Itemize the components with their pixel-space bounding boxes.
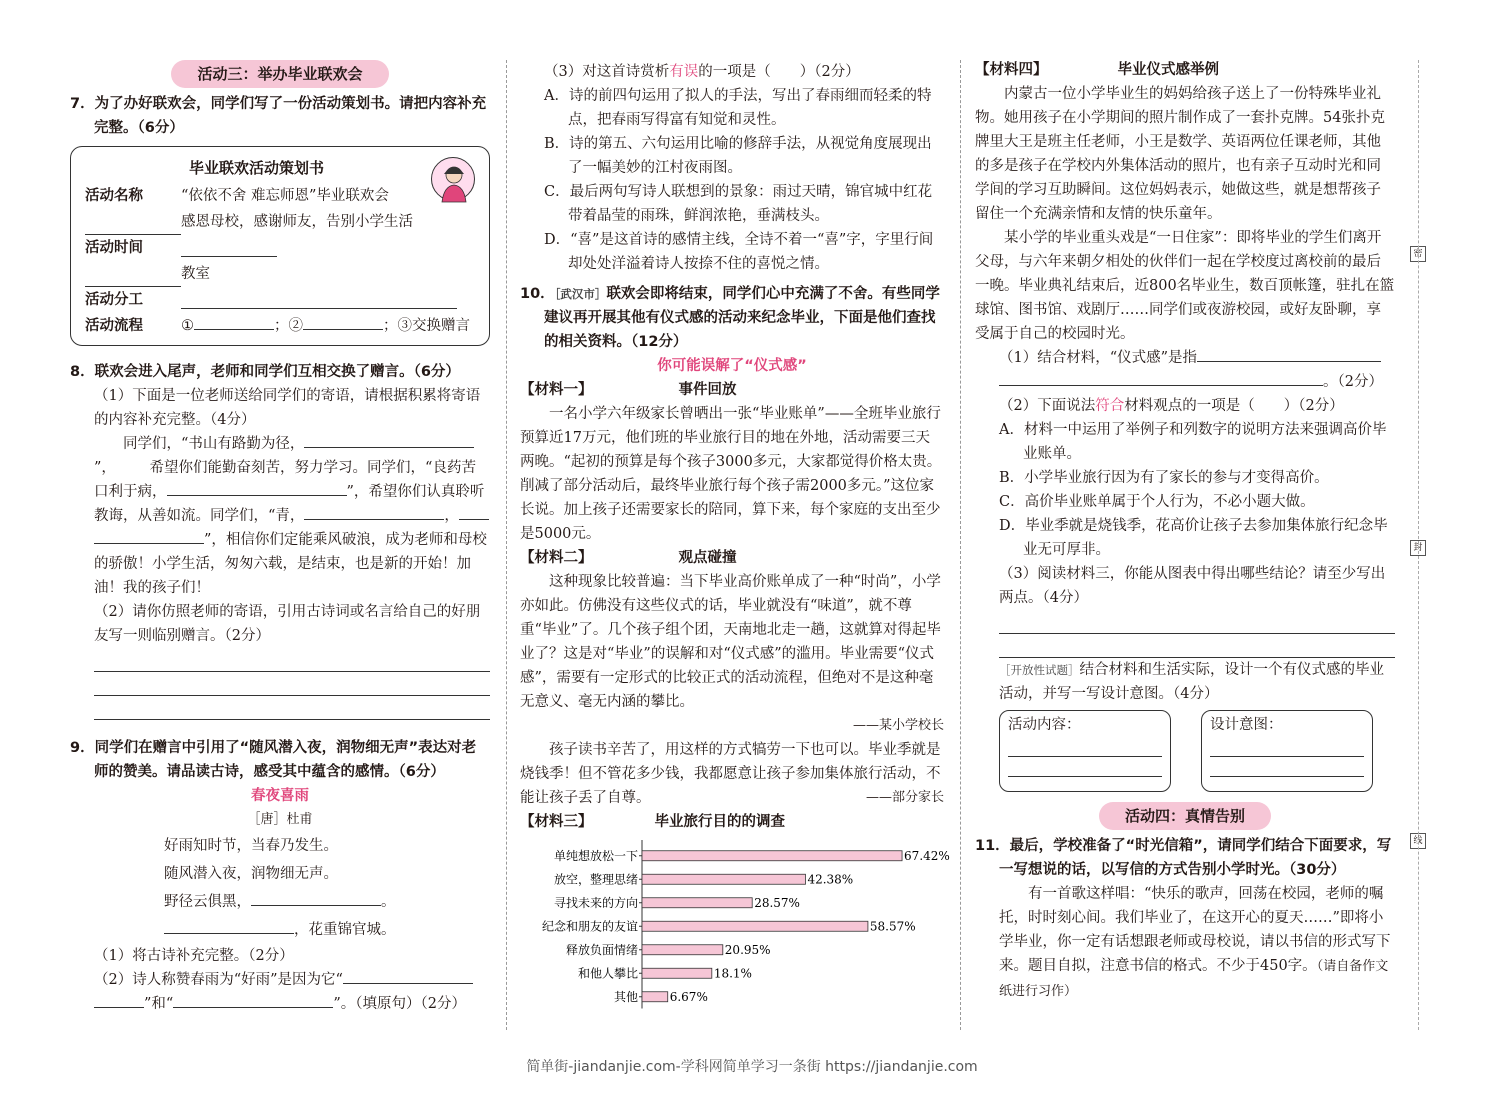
plan-name-value: “依依不舍 难忘师恩”毕业联欢会 — [181, 188, 389, 204]
material-1-header: 【材料一】 事件回放 — [520, 382, 737, 398]
chart-category-label: 和他人攀比 — [577, 966, 638, 981]
chart-category-label: 单纯想放松一下 — [553, 848, 638, 863]
question-9-1: （1）将古诗补充完整。（2分） — [94, 948, 294, 964]
s2-option-a[interactable]: A．材料一中运用了举例子和列数字的说明方法来强调高价毕业账单。 — [999, 422, 1387, 462]
activity-three-banner: 活动三：举办毕业联欢会 — [171, 60, 388, 88]
question-8-1: （1）下面是一位老师送给同学们的寄语，请根据积累将寄语的内容补充完整。（4分） — [94, 388, 481, 428]
chart-value-label: 67.42% — [904, 848, 950, 863]
question-9-3: （3）对这首诗赏析 — [544, 64, 670, 80]
s1-blank-2[interactable] — [999, 370, 1323, 386]
flow-blank-2[interactable] — [303, 314, 383, 330]
flow-step-1: ① — [181, 318, 194, 334]
question-8: 8．联欢会进入尾声，老师和同学们互相交换了赠言。（6分） — [70, 364, 460, 380]
material-4-header: 【材料四】 毕业仪式感举例 — [975, 62, 1219, 78]
column-middle: （3）对这首诗赏析有误的一项是（ ）（2分） A．诗的前四句运用了拟人的手法，写出了春雨细而轻柔的特点，把春雨写得富有知觉和灵性。 B．诗的第五、六句运用比喻的修辞手法，从视觉角度展现出了一幅美妙的江村夜雨图。 C．最后两句写诗人联想到的景象：雨过天晴，锦官城中红花带着晶莹的雨珠，鲜润浓艳，垂满枝头。 D．“喜”是这首诗的感情主线，全诗不着一“喜”字，字里行间却处处洋溢着诗人按捺不住的喜悦之情。 10．［武汉市］联欢会即将结束，同学们心中充满了不舍。有些同学建议再开展其他有仪式感的活动来纪念毕业，下面是他们查找的相关资料。（12分） 你可能误解了“仪式感” 【材料一】 事件回放 一名小学六年级家长曾晒出一张“毕业账单”——全班毕业旅行预算近17万元，他们班的毕业旅行目的地在外地，活动需要三天两晚。“起初的预算是每个孩子3000多元，大家都觉得价格太贵。削减了部分活动后，最终毕业旅行每个孩子需2000多元。”这位家长说。加上孩子还需要家长的陪同，算下来，每个家庭的支出至少是5000元。 【材料二】 观点碰撞 这种现象比较普遍：当下毕业高价账单成了一种“时尚”，小学亦如此。仿佛没有这些仪式的话，毕业就没有“味道”，就不尊重“毕业”了。几个孩子组个团，天南地北走一趟，这就算对得起毕业了？这是对“毕业”的误解和对“仪式感”的滥用。毕业需要“仪式感”，需要有一定形式的比较正式的活动流程，但绝对不是这种毫无意义、毫无内涵的攀比。 ——某小学校长 孩子读书辛苦了，用这样的方式犒劳一下也可以。毕业季就是烧钱季！但不管花多少钱，我都愿意让孩子参加集体旅行活动，不能让孩子丢了自尊。 ——部分家长 【材料三】 毕业旅行目的的调查 单纯想放松一下 67.42% 放空，整理思绪 42.38% 寻找未来的方向 28.57% 纪念和朋友的友谊 58.57% 释放负面情绪 20.95% 和他人攀比 18.1% 其他 6.67% — [520, 60, 944, 1016]
material-2-text: 这种现象比较普遍：当下毕业高价账单成了一种“时尚”，小学亦如此。仿佛没有这些仪式的话，毕业就没有“味道”，就不尊重“毕业”了。几个孩子组个团，天南地北走一趟，这就算对得起毕业了？这是对“毕业”的误解和对“仪式感”的滥用。毕业需要“仪式感”，需要有一定形式的比较正式的活动流程，但绝对不是这种毫无意义、毫无内涵的攀比。 — [520, 574, 941, 710]
chart-category-label: 纪念和朋友的友谊 — [541, 919, 638, 934]
flow-step-2: ；② — [274, 318, 303, 334]
s2-option-c[interactable]: C．高价毕业账单属于个人行为，不必小题大做。 — [999, 494, 1315, 510]
column-left: 活动三：举办毕业联欢会 7．为了办好联欢会，同学们写了一份活动策划书。请把内容补充完整。（6分） 毕业联欢活动策划书 活动名称 “依依不舍 难忘师恩”毕业联欢会 感恩母校，感谢师友，告别小学生活 活动时间 教室 活动分工 活动流程 ① ；② ；③交换赠言 8．联欢会进入尾声，老师和同学们互相交换了赠言。（6分） （1）下面是一位老师送给同学们的寄语，请根据积累将寄语的内容补充完整。（4分） 同学们，“书山有路勤为径，”， 希望你们能勤奋刻苦，努力学习。同学们，“良药苦口利于病， ”，希望你们认真聆听教诲，从善如流。同学们，“青， ，”，相信你们定能乘风破浪，成为老师和母校的骄傲！小学生活，匆匆六载，是结束，也是新的开始！加油！我的孩子们！ （2）请你仿照老师的寄语，引用古诗词或名言给自己的好朋友写一则临别赠言。（2分） 9．同学们在赠言中引用了“随风潜入夜，润物细无声”表达对老师的赞美。请品读古诗，感受其中蕴含的感情。（6分） 春夜喜雨 ［唐］杜甫 好雨知时节，当春乃发生。 随风潜入夜，润物细无声。 野径云俱黑， 。 ，花重锦官城。 （1）将古诗补充完整。（2分） （2）诗人称赞春雨为“好雨”是因为它“”和“ ”。（填原句）（2分） — [70, 60, 490, 1016]
plan-title: 毕业联欢活动策划书 — [189, 159, 325, 177]
plan-time-blank[interactable] — [181, 241, 277, 257]
column-divider — [506, 60, 507, 1030]
seal-mark: 封 — [1410, 540, 1426, 556]
option-b[interactable]: B．诗的第五、六句运用比喻的修辞手法，从视觉角度展现出了一幅美妙的江村夜雨图。 — [544, 136, 932, 176]
poem-author: ［唐］杜甫 — [247, 812, 313, 827]
material-2-source-2: ——部分家长 — [865, 790, 944, 805]
chart-bar — [642, 945, 723, 955]
column-right: 【材料四】 毕业仪式感举例 内蒙古一位小学毕业生的妈妈给孩子送上了一份特殊毕业礼物。她用孩子在小学期间的照片制作成了一套扑克牌。54张扑克牌里大王是班主任老师，小王是数学、英语两位任课老师，其他的多是孩子在学校内外集体活动的照片，也有亲子互动时光和同学间的学习互助瞬间。这位妈妈表示，她做这些，就是想帮孩子留住一个充满亲情和友情的快乐童年。 某小学的毕业重头戏是“一日住家”：即将毕业的学生们离开父母，与六年来朝夕相处的伙伴们一起在学校度过离校前的最后一晚。毕业典礼结束后，近800名毕业生，数百顶帐篷，驻扎在篮球馆、图书馆、戏剧厅……同学们或夜游校园，或好友卧聊，享受属于自己的校园时光。 （1）结合材料，“仪式感”是指 。（2分） （2）下面说法符合材料观点的一项是（ ）（2分） A．材料一中运用了举例子和列数字的说明方法来强调高价毕业账单。 B．小学毕业旅行因为有了家长的参与才变得高价。 C．高价毕业账单属于个人行为，不必小题大做。 D．毕业季就是烧钱季，花高价让孩子去参加集体旅行纪念毕业无可厚非。 （3）阅读材料三，你能从图表中得出哪些结论？请至少写出两点。（4分） ［开放性试题］结合材料和生活实际，设计一个有仪式感的毕业活动，并写一写设计意图。（4分） 活动内容： 设计意图： 活动四：真情告别 11．最后，学校准备了“时光信箱”，请同学们结合下面要求，写一写想说的话，以写信的方式告别小学时光。（30分） 有一首歌这样唱：“快乐的歌声，回荡在校园，老师的嘱托，时时刻心间。我们毕业了，在这开心的夏天……”即将小学毕业，你一定有话想跟老师或母校说，请以书信的形式写下来。题目自拟，注意书信的格式。不少于450字。（请自备作文纸进行习作） — [975, 60, 1395, 1004]
activity-content-box[interactable]: 活动内容： — [999, 710, 1171, 792]
question-9-2: （2）诗人称赞春雨为“好雨”是因为它“ — [94, 972, 343, 988]
plan-division-blank[interactable] — [181, 293, 457, 309]
plan-division-label: 活动分工 — [85, 292, 143, 308]
poem-body: 好雨知时节，当春乃发生。 随风潜入夜，润物细无声。 野径云俱黑， 。 ，花重锦官城。 — [70, 832, 490, 944]
material-4-text-2: 某小学的毕业重头戏是“一日住家”：即将毕业的学生们离开父母，与六年来朝夕相处的伙伴们一起在学校度过离校前的最后一晚。毕业典礼结束后，近800名毕业生，数百顶帐篷，驻扎在篮球馆、图书馆、戏剧厅……同学们或夜游校园，或好友卧聊，享受属于自己的校园时光。 — [975, 230, 1395, 342]
poem-line-2: 随风潜入夜，润物细无声。 — [164, 866, 338, 882]
question-11: 11．最后，学校准备了“时光信箱”，请同学们结合下面要求，写一写想说的话，以写信的方式告别小学时光。（30分） — [975, 838, 1392, 878]
material-2-header: 【材料二】 观点碰撞 — [520, 550, 737, 566]
question-8-2: （2）请你仿照老师的寄语，引用古诗词或名言给自己的好朋友写一则临别赠言。（2分） — [94, 604, 481, 644]
chart-bar — [642, 992, 668, 1002]
poem-blank-1[interactable] — [251, 890, 381, 906]
question-10: 10．［武汉市］联欢会即将结束，同学们心中充满了不舍。有些同学建议再开展其他有仪式感的活动来纪念毕业，下面是他们查找的相关资料。（12分） — [520, 286, 940, 350]
plan-place: 教室 — [181, 266, 210, 282]
column-divider — [960, 60, 961, 1030]
plan-time-label: 活动时间 — [85, 240, 143, 256]
materials-title: 你可能误解了“仪式感” — [657, 358, 807, 374]
chart-value-label: 28.57% — [754, 895, 800, 910]
sub-question-2: （2）下面说法 — [999, 398, 1096, 414]
q8-answer-lines[interactable] — [70, 648, 490, 720]
plan-name-label: 活动名称 — [85, 188, 143, 204]
s2-option-d[interactable]: D．毕业季就是烧钱季，花高价让孩子去参加集体旅行纪念毕业无可厚非。 — [999, 518, 1388, 558]
chart-value-label: 42.38% — [807, 872, 854, 887]
material-2-source-1: ——某小学校长 — [852, 718, 944, 733]
seal-mark: 线 — [1410, 833, 1426, 849]
poem-blank-2[interactable] — [164, 918, 294, 934]
page-footer: 简单街-jiandanjie.com-学科网简单学习一条街 https://jiandanjie.com — [526, 1059, 978, 1075]
poem-line-4: ，花重锦官城。 — [294, 922, 396, 938]
question-11-note: （请自备作文纸进行习作） — [999, 959, 1389, 999]
q9-blank-1[interactable] — [343, 968, 473, 984]
sub-question-4: 结合材料和生活实际，设计一个有仪式感的毕业活动，并写一写设计意图。（4分） — [999, 662, 1384, 702]
s1-blank-1[interactable] — [1197, 346, 1381, 362]
teacher-avatar-icon — [431, 157, 475, 201]
flow-blank-1[interactable] — [194, 314, 274, 330]
activity-plan-card — [70, 146, 490, 346]
question-7: 7．为了办好联欢会，同学们写了一份活动策划书。请把内容补充完整。（6分） — [70, 96, 487, 136]
chart-value-label: 20.95% — [724, 942, 771, 957]
chart-bar — [642, 851, 902, 861]
poem-line-1: 好雨知时节，当春乃发生。 — [164, 838, 338, 854]
material-1-text: 一名小学六年级家长曾晒出一张“毕业账单”——全班毕业旅行预算近17万元，他们班的毕业旅行目的地在外地，活动需要三天两晚。“起初的预算是每个孩子3000多元，大家都觉得价格太贵。削减了部分活动后，最终毕业旅行每个孩子需2000多元。”这位家长说。加上孩子还需要家长的陪同，算下来，每个家庭的支出至少是5000元。 — [520, 406, 942, 542]
seal-mark: 密 — [1410, 246, 1426, 262]
question-11-text: 有一首歌这样唱：“快乐的歌声，回荡在校园，老师的嘱托，时时刻心间。我们毕业了，在这开心的夏天……”即将小学毕业，你一定有话想跟老师或母校说，请以书信的形式写下来。题目自拟，注意书信的格式。不少于450字。（请自备作文纸进行习作） — [999, 886, 1391, 999]
design-intent-box[interactable]: 设计意图： — [1201, 710, 1373, 792]
plan-flow-label: 活动流程 — [85, 318, 143, 334]
survey-bar-chart — [520, 840, 950, 1008]
activity-four-banner: 活动四：真情告别 — [1099, 802, 1271, 830]
s3-answer-lines[interactable] — [975, 610, 1395, 658]
option-d[interactable]: D．“喜”是这首诗的感情主线，全诗不着一“喜”字，字里行间却处处洋溢着诗人按捺不住的喜悦之情。 — [544, 232, 934, 272]
chart-bar — [642, 968, 712, 978]
option-a[interactable]: A．诗的前四句运用了拟人的手法，写出了春雨细而轻柔的特点，把春雨写得富有知觉和灵性。 — [544, 88, 932, 128]
chart-value-label: 58.57% — [869, 919, 916, 934]
chart-value-label: 6.67% — [669, 989, 708, 1004]
question-8-passage: 同学们，“书山有路勤为径，”， 希望你们能勤奋刻苦，努力学习。同学们，“良药苦口利于病， ”，希望你们认真聆听教诲，从善如流。同学们，“青， ，”，相信你们定能乘风破浪，成为老师和母校的骄傲！小学生活，匆匆六载，是结束，也是新的开始！加油！我的孩子们！ — [70, 432, 490, 600]
q8-blank-2[interactable] — [167, 480, 347, 496]
q8-blank-4[interactable] — [94, 528, 204, 544]
chart-category-label: 释放负面情绪 — [565, 942, 638, 957]
material-2-text-2: 孩子读书辛苦了，用这样的方式犒劳一下也可以。毕业季就是烧钱季！但不管花多少钱，我都愿意让孩子参加集体旅行活动，不能让孩子丢了自尊。 — [520, 742, 941, 806]
option-c[interactable]: C．最后两句写诗人联想到的景象：雨过天晴，锦官城中红花带着晶莹的雨珠，鲜润浓艳，垂满枝头。 — [544, 184, 933, 224]
question-9: 9．同学们在赠言中引用了“随风潜入夜，润物细无声”表达对老师的赞美。请品读古诗，感受其中蕴含的感情。（6分） — [70, 740, 477, 780]
poem-title: 春夜喜雨 — [251, 788, 309, 804]
flow-step-3: ；③交换赠言 — [383, 318, 470, 334]
chart-bar — [642, 898, 752, 908]
region-tag: ［武汉市］ — [554, 287, 607, 301]
q8-blank-1[interactable] — [304, 432, 474, 448]
material-3-header: 【材料三】 毕业旅行目的的调查 — [520, 814, 785, 830]
sub-question-1: （1）结合材料，“仪式感”是指 — [999, 350, 1198, 366]
survey-chart — [520, 840, 950, 1016]
design-boxes — [975, 710, 1395, 792]
chart-category-label: 放空，整理思绪 — [553, 872, 638, 887]
chart-value-label: 18.1% — [713, 966, 752, 981]
q8-blank-3[interactable] — [304, 504, 444, 520]
seal-line — [1418, 60, 1419, 1030]
open-question-tag: ［开放性试题］ — [999, 663, 1080, 677]
q9-blank-2[interactable] — [173, 992, 333, 1008]
sub-question-3: （3）阅读材料三，你能从图表中得出哪些结论？请至少写出两点。（4分） — [999, 566, 1386, 606]
chart-bar — [642, 874, 805, 884]
chart-bar — [642, 921, 868, 931]
poem-line-3: 野径云俱黑， — [164, 894, 251, 910]
chart-category-label: 寻找未来的方向 — [553, 895, 638, 910]
material-4-text-1: 内蒙古一位小学毕业生的妈妈给孩子送上了一份特殊毕业礼物。她用孩子在小学期间的照片制作成了一套扑克牌。54张扑克牌里大王是班主任老师，小王是数学、英语两位任课老师，其他的多是孩子在学校内外集体活动的照片，也有亲子互动时光和同学间的学习互助瞬间。这位妈妈表示，她做这些，就是想帮孩子留住一个充满亲情和友情的快乐童年。 — [975, 86, 1385, 222]
chart-category-label: 其他 — [613, 989, 638, 1004]
s2-option-b[interactable]: B．小学毕业旅行因为有了家长的参与才变得高价。 — [999, 470, 1329, 486]
plan-purpose: 感恩母校，感谢师友，告别小学生活 — [181, 214, 413, 230]
